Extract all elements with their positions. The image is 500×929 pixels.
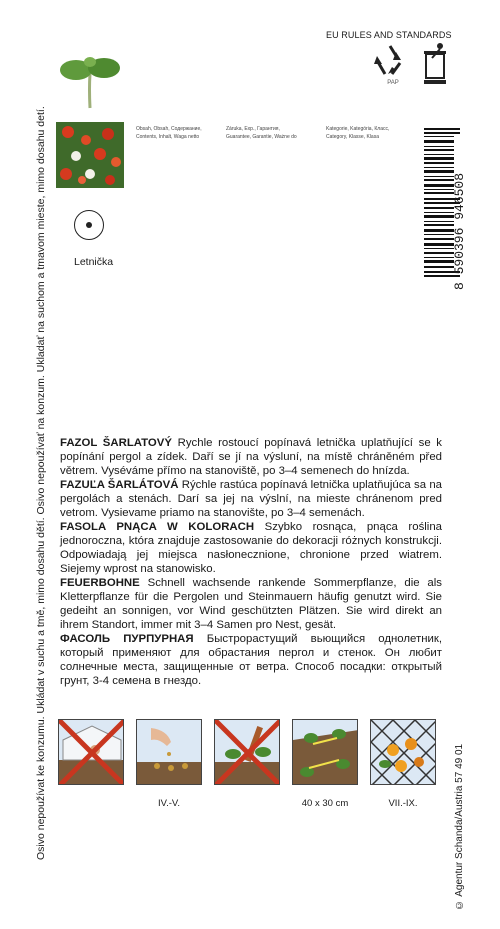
eu-rules-label: EU RULES AND STANDARDS xyxy=(326,30,452,40)
spacing-icon xyxy=(292,719,358,785)
body-cz: Rychle rostoucí popínavá letnička uplatňující se k popínání pergol a zídek. Daří se jí na výsluní, na místě chráněném před větrem. Vyséváme přímo na stanoviště, po 3–4 semenech do hnízda. xyxy=(60,437,442,477)
info-guarantee-line1: Záruka, Exp., Гарантия, xyxy=(226,126,280,132)
heading-pl: FASOLA PNĄCA W KOLORACH xyxy=(60,521,255,533)
paragraph-cz xyxy=(60,436,442,478)
flower-image xyxy=(56,122,124,188)
side-warning: Osivo nepoužívat ke konzumu. Ukládat v suchu a tmě, mimo dosahu dětí. Osivo nepoužívať na konzum. Ukladať na suchom a tmavom mieste, mimo dosahu detí. xyxy=(35,106,47,860)
flowering-icon xyxy=(370,719,436,785)
indoor-sowing-crossed-icon xyxy=(58,719,124,785)
paragraph-ru xyxy=(60,632,442,688)
heading-ru: ФАСОЛЬ ПУРПУРНАЯ xyxy=(60,633,194,645)
body-sk: Rýchle rastúca popínavá letnička uplatňujúca sa na pergolách a stenách. Darí sa jej na výslní, na mieste chránenom pred vetrom. Vysievame priamo na stanovište, po 3–4 semenách. xyxy=(60,479,442,519)
info-contents-line2: Contents, Inhalt, Waga netto xyxy=(136,134,200,140)
heading-cz: FAZOL ŠARLATOVÝ xyxy=(60,437,172,449)
paragraph-pl xyxy=(60,520,442,576)
spacing-label: 40 x 30 cm xyxy=(301,798,349,809)
paragraph-de xyxy=(60,576,442,632)
flowering-period-label: VII.-IX. xyxy=(388,798,418,809)
barcode-number: 8 590396 946508 xyxy=(452,172,467,290)
sowing-period-label: IV.-V. xyxy=(157,798,180,809)
body-ru: Быстрорастущий вьющийся однолетник, который применяют для обрастания пергол и стенок. Он любит солнечные места, защищенные от ветра. Способ посадки: открытый грунт, 3-4 семена в гнездо. xyxy=(60,633,443,687)
description-text xyxy=(60,436,442,688)
transplant-crossed-icon xyxy=(214,719,280,785)
body-pl: Szybko rosnąca, pnąca roślina jednoroczna, która znajduje zastosowanie do dekoracji różnych konstrukcji. Odpowiadają jej miejsca nasłonecznione, chronione przed wiatrem. Siejemy wprost na stanowisko. xyxy=(60,521,442,575)
heading-sk: FAZUĽA ŠARLÁTOVÁ xyxy=(60,479,179,491)
paragraph-sk xyxy=(60,478,442,520)
info-contents-line1: Obsah, Obsah, Содержание, xyxy=(136,126,202,132)
annual-icon xyxy=(74,210,104,240)
info-category-line2: Category, Klasse, Klasa xyxy=(326,134,379,140)
pap-label: PAP xyxy=(387,80,399,86)
info-category-line1: Kategorie, Kategória, Класс, xyxy=(326,126,390,132)
info-guarantee-line2: Guarantee, Garantie, Ważne do xyxy=(226,134,297,140)
annual-label: Letnička xyxy=(74,256,114,268)
seedling-image xyxy=(56,48,124,114)
bin-icon xyxy=(414,40,454,91)
agency-copyright: © Agentur Schanda/Austria 57 49 01 xyxy=(454,743,465,910)
body-de: Schnell wachsende rankende Sommerpflanze, die als Kletterpflanze für die Pergolen und Steinmauern häufig genutzt wird. Sie gedeiht an sonnigen, vor Wind geschützten Plätzen. Sie wird direkt an ihrem Standort, immer mit 3–4 Samen pro Nest, gesät. xyxy=(60,577,442,631)
heading-de: FEUERBOHNE xyxy=(60,577,140,589)
recycle-icon xyxy=(370,40,410,85)
direct-sowing-icon xyxy=(136,719,202,785)
